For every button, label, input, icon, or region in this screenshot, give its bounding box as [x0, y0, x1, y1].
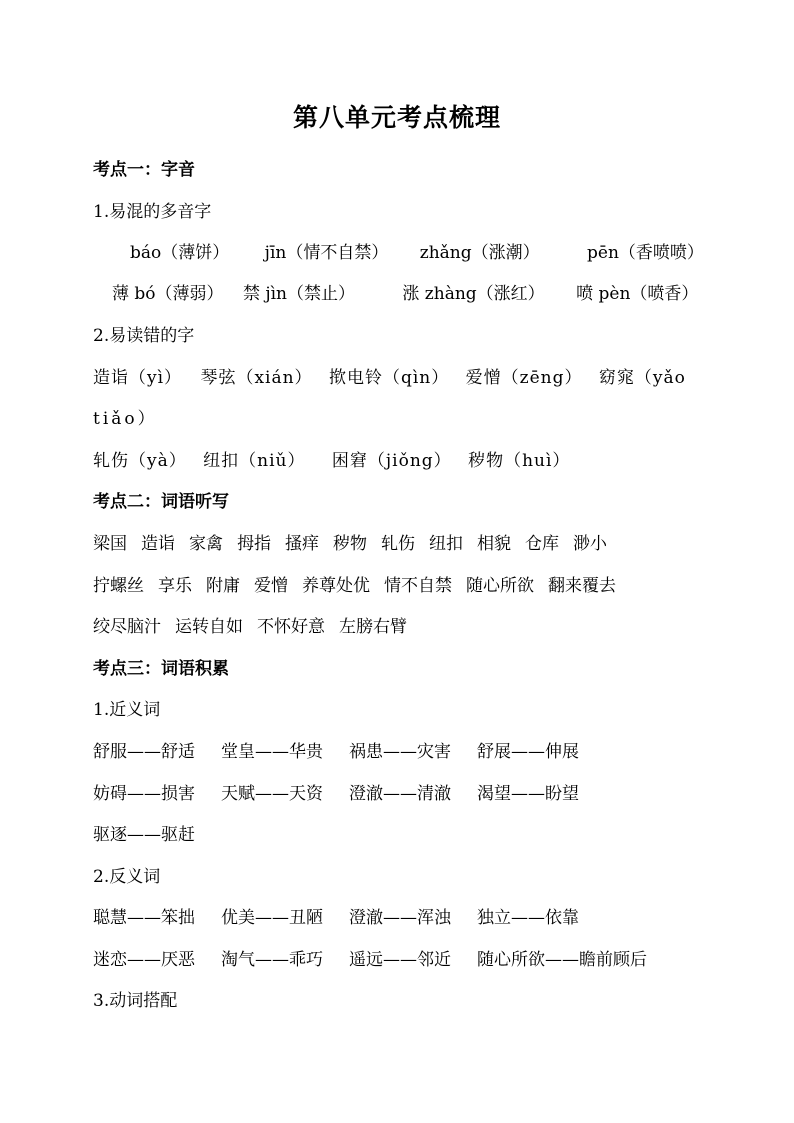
synonym-pair: 祸患——灾害: [349, 742, 451, 762]
synonym-pair: 驱逐——驱赶: [93, 825, 195, 845]
page-title: 第八单元考点梳理: [292, 103, 501, 132]
synonym-row-3: [93, 823, 195, 847]
word-item: 翻来覆去: [548, 576, 616, 596]
misread-item: 琴弦（xián）: [200, 368, 313, 388]
word-item: 随心所欲: [466, 576, 534, 596]
word-item: 渺小: [573, 534, 607, 554]
section-heading-pronunciation: 考点一：字音: [93, 160, 195, 180]
misread-item: 造诣（yì）: [93, 368, 183, 388]
synonym-pair: 澄澈——清澈: [349, 784, 451, 804]
word-item: 爱憎: [254, 576, 288, 596]
polyphone-item: 薄 bó（薄弱）: [112, 284, 224, 304]
synonym-pair: 渴望——盼望: [477, 784, 579, 804]
word-item: 享乐: [158, 576, 192, 596]
antonym-row-1: [93, 906, 579, 930]
word-item: 附庸: [206, 576, 240, 596]
misread-item: 爱憎（zēng）: [465, 368, 583, 388]
subheading-polyphones: 1.易混的多音字: [93, 202, 212, 222]
word-item: 左膀右臂: [339, 617, 407, 637]
word-item: 造诣: [141, 534, 175, 554]
word-item: 轧伤: [381, 534, 415, 554]
dictation-row-1: [93, 532, 607, 556]
misread-row-2: [93, 449, 570, 473]
misread-item: 揿电铃（qìn）: [328, 368, 450, 388]
word-item: 不怀好意: [257, 617, 325, 637]
subheading-synonyms: 1.近义词: [93, 700, 161, 720]
word-item: 搔痒: [285, 534, 319, 554]
section-heading-vocabulary: 考点三：词语积累: [93, 659, 229, 679]
word-item: 养尊处优: [302, 576, 370, 596]
antonym-pair: 澄澈——浑浊: [349, 908, 451, 928]
synonym-row-1: [93, 740, 579, 764]
word-item: 家禽: [189, 534, 223, 554]
antonym-row-2: [93, 948, 647, 972]
word-item: 纽扣: [429, 534, 463, 554]
dictation-row-2: [93, 574, 616, 598]
synonym-pair: 舒展——伸展: [477, 742, 579, 762]
antonym-pair: 迷恋——厌恶: [93, 950, 195, 970]
misread-item: 纽扣（niǔ）: [203, 451, 306, 471]
synonym-pair: 妨碍——损害: [93, 784, 195, 804]
polyphone-item: jīn（情不自禁）: [264, 243, 389, 263]
synonym-row-2: [93, 782, 579, 806]
polyphone-item: zhǎng（涨潮）: [419, 243, 540, 263]
misread-item: 轧伤（yà）: [93, 451, 187, 471]
word-item: 绞尽脑汁: [93, 617, 161, 637]
word-item: 拧螺丝: [93, 576, 144, 596]
polyphone-item: 涨 zhàng（涨红）: [402, 284, 545, 304]
antonym-pair: 独立——依靠: [477, 908, 579, 928]
word-item: 拇指: [237, 534, 271, 554]
antonym-pair: 聪慧——笨拙: [93, 908, 195, 928]
misread-row-1: [93, 366, 686, 390]
polyphone-row-1: [130, 241, 704, 265]
word-item: 运转自如: [175, 617, 243, 637]
word-item: 情不自禁: [384, 576, 452, 596]
polyphone-item: pēn（香喷喷）: [587, 243, 704, 263]
misread-item: 窈窕（yǎo: [598, 368, 686, 388]
word-item: 秽物: [333, 534, 367, 554]
antonym-pair: 淘气——乖巧: [221, 950, 323, 970]
polyphone-row-2: [112, 282, 698, 306]
polyphone-item: 喷 pèn（喷香）: [576, 284, 699, 304]
antonym-pair: 优美——丑陋: [221, 908, 323, 928]
synonym-pair: 堂皇——华贵: [221, 742, 323, 762]
polyphone-item: báo（薄饼）: [130, 243, 230, 263]
subheading-antonyms: 2.反义词: [93, 867, 161, 887]
antonym-pair: 遥远——邻近: [349, 950, 451, 970]
antonym-pair: 随心所欲——瞻前顾后: [477, 950, 647, 970]
misread-row-1-continued: tiǎo）: [93, 409, 158, 429]
misread-item: 秽物（huì）: [468, 451, 571, 471]
subheading-verb-collocation: 3.动词搭配: [93, 991, 178, 1011]
misread-item: 困窘（jiǒng）: [331, 451, 452, 471]
word-item: 仓库: [525, 534, 559, 554]
word-item: 相貌: [477, 534, 511, 554]
synonym-pair: 舒服——舒适: [93, 742, 195, 762]
subheading-misread: 2.易读错的字: [93, 326, 195, 346]
word-item: 梁国: [93, 534, 127, 554]
section-heading-dictation: 考点二：词语听写: [93, 492, 229, 512]
dictation-row-3: [93, 615, 407, 639]
synonym-pair: 天赋——天资: [221, 784, 323, 804]
polyphone-item: 禁 jìn（禁止）: [242, 284, 355, 304]
